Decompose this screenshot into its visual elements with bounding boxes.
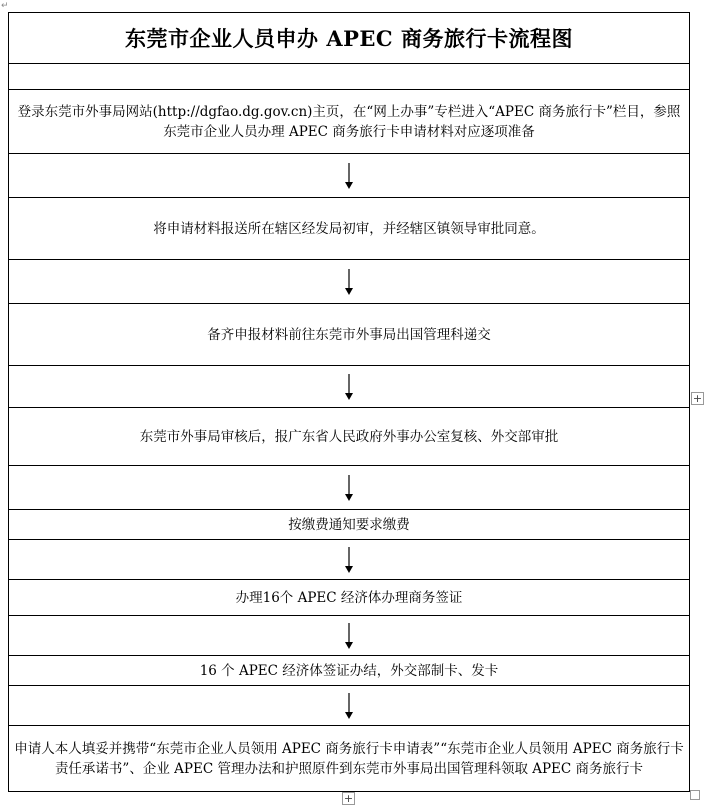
step-4-text: 东莞市外事局审核后，报广东省人民政府外事办公室复核、外交部审批 <box>139 428 559 445</box>
arrow-row-5 <box>9 539 689 579</box>
blank-row <box>9 63 689 89</box>
page-corner-mark: ↵ <box>1 1 9 11</box>
step-6-text: 办理16个 APEC 经济体办理商务签证 <box>235 589 463 606</box>
down-arrow-icon <box>343 473 355 503</box>
table-resize-handle[interactable] <box>690 790 700 800</box>
flowchart-title: 东莞市企业人员申办 APEC 商务旅行卡流程图 <box>125 26 573 51</box>
arrow-row-7 <box>9 685 689 725</box>
table-add-row-handle[interactable] <box>342 792 355 805</box>
step-2-text: 将申请材料报送所在辖区经发局初审，并经辖区镇领导审批同意。 <box>153 220 545 237</box>
step-row-6 <box>9 579 689 615</box>
title-row <box>9 13 689 63</box>
step-7-text: 16 个 APEC 经济体签证办结，外交部制卡、发卡 <box>199 662 499 679</box>
plus-icon: + <box>343 792 354 805</box>
down-arrow-icon <box>343 372 355 402</box>
flowchart-table <box>8 12 690 792</box>
down-arrow-icon <box>343 267 355 297</box>
down-arrow-icon <box>343 691 355 721</box>
down-arrow-icon <box>343 621 355 651</box>
arrow-row-1 <box>9 153 689 197</box>
step-row-3 <box>9 303 689 365</box>
step-8-text: 申请人本人填妥并携带“东莞市企业人员领用 APEC 商务旅行卡申请表”“东莞市企业人员领用 APEC 商务旅行卡责任承诺书”、企业 APEC 管理办法和护照原件到东莞市外事局出国管理科领取 APEC 商务旅行卡 <box>14 740 684 777</box>
down-arrow-icon <box>343 545 355 575</box>
arrow-row-6 <box>9 615 689 655</box>
table-add-column-handle[interactable] <box>691 392 704 405</box>
arrow-row-2 <box>9 259 689 303</box>
step-row-4 <box>9 407 689 465</box>
arrow-row-3 <box>9 365 689 407</box>
down-arrow-icon <box>343 161 355 191</box>
step-5-text: 按缴费通知要求缴费 <box>288 516 410 533</box>
plus-icon: + <box>692 392 703 405</box>
step-row-1 <box>9 89 689 153</box>
arrow-row-4 <box>9 465 689 509</box>
step-3-text: 备齐申报材料前往东莞市外事局出国管理科递交 <box>207 326 491 343</box>
step-row-5 <box>9 509 689 539</box>
step-row-7 <box>9 655 689 685</box>
step-1-text: 登录东莞市外事局网站(http://dgfao.dg.gov.cn)主页，在“网上办事”专栏进入“APEC 商务旅行卡”栏目，参照东莞市企业人员办理 APEC 商务旅行卡申请材料对应逐项准备 <box>17 103 681 140</box>
step-row-2 <box>9 197 689 259</box>
step-row-8 <box>9 725 689 791</box>
